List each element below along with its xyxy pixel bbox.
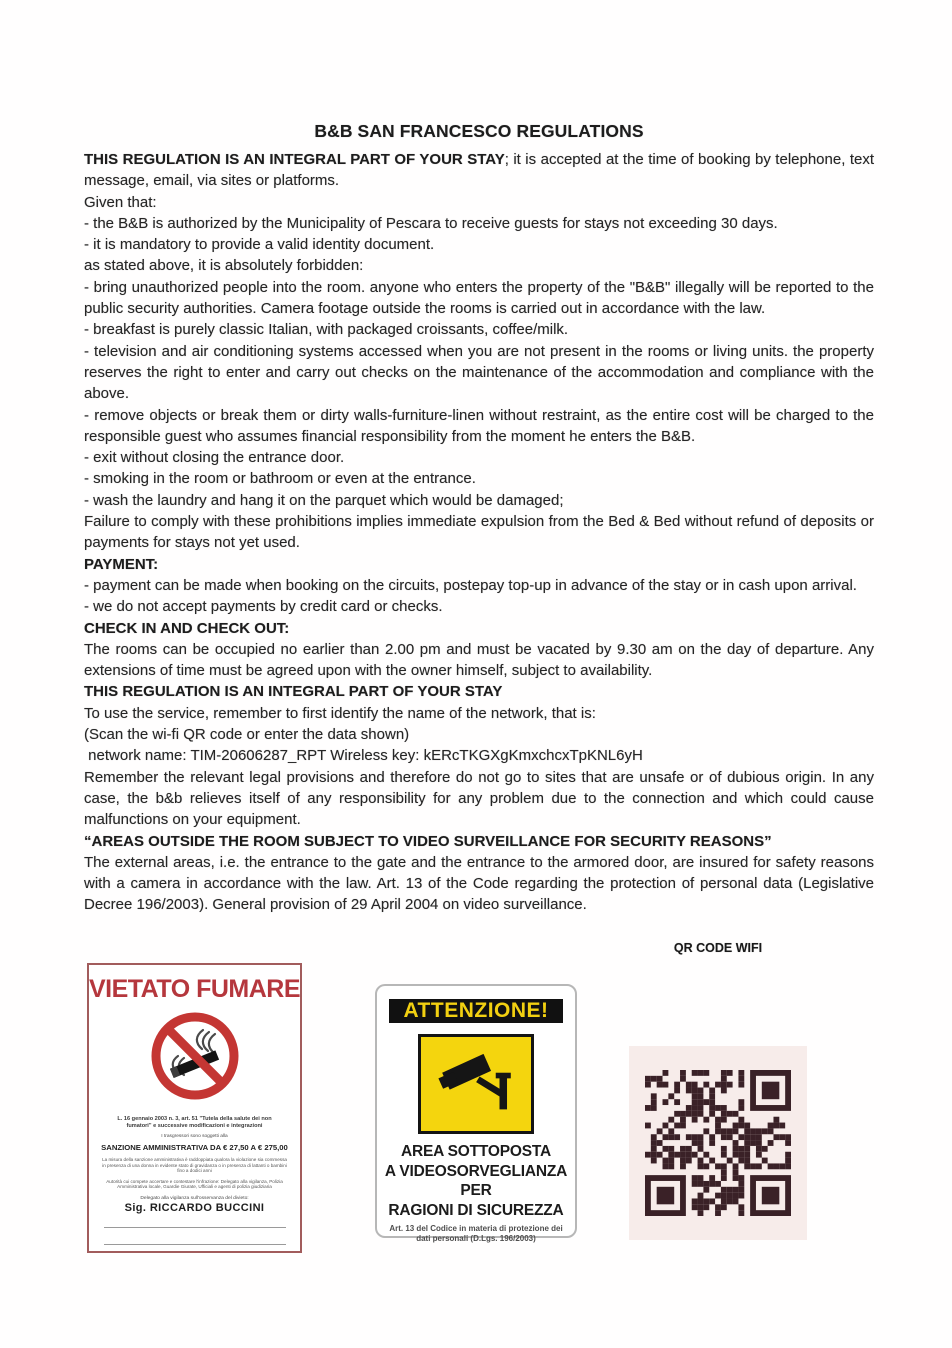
paragraph: - smoking in the room or bathroom or even at the entrance.	[84, 470, 476, 488]
sanction-note-2: Autorità cui compete accertare e contestare l'infrazione: Delegato alla vigilanza, Polizia Amministrativa locale, Guardie Giurate, Ufficiali e agenti di polizia giudiziaria	[106, 1178, 283, 1190]
paragraph: Given that:	[84, 193, 157, 211]
signature-line	[104, 1244, 286, 1245]
paragraph: (Scan the wi-fi QR code or enter the data shown)	[84, 726, 410, 744]
law-reference-text: L. 16 gennaio 2003 n. 3, art. 51 "Tutela della salute dei non fumatori" e successive modificazioni e integrazioni	[117, 1116, 272, 1129]
attention-banner: ATTENZIONE!	[389, 999, 563, 1023]
privacy-code-note: Art. 13 del Codice in materia di protezione dei dati personali (D.Lgs. 196/2003)	[389, 1224, 563, 1243]
paragraph: To use the service, remember to first identify the name of the network, that is:	[84, 704, 596, 722]
no-smoking-sign-title: VIETATO FUMARE	[88, 975, 301, 1003]
wifi-qr-code-icon	[645, 1070, 791, 1216]
paragraph: - payment can be made when booking on the circuits, postepay top-up in advance of the stay or in cash upon arrival.	[84, 576, 857, 594]
paragraph: Failure to comply with these prohibitions implies immediate expulsion from the Bed & Bed without refund of deposits or payments for stays not yet used.	[84, 513, 874, 552]
regulations-document	[84, 121, 874, 916]
cctv-camera-icon	[429, 1037, 523, 1131]
paragraph: - it is mandatory to provide a valid identity document.	[84, 236, 435, 254]
paragraph: The rooms can be occupied no earlier than 2.00 pm and must be vacated by 9.30 am on the day of departure. Any extensions of time must be agreed upon with the owner himself, subject to availability.	[84, 640, 874, 680]
paragraph: - bring unauthorized people into the room. anyone who enters the property of the "B&B" illegally will be reported to the public security authorities. Camera footage outside the rooms is carried out in accordance with the law.	[84, 278, 874, 318]
offenders-subject-line: I trasgressori sono soggetti alla	[161, 1134, 228, 1140]
paragraph: as stated above, it is absolutely forbidden:	[84, 257, 364, 275]
delegate-name: Sig. RICCARDO BUCCINI	[124, 1201, 265, 1214]
surveillance-text	[385, 1142, 567, 1220]
surveillance-text-line: AREA SOTTOPOSTA	[400, 1143, 551, 1160]
paragraph: THIS REGULATION IS AN INTEGRAL PART OF YOUR STAY	[84, 683, 503, 701]
sanction-note-1: La misura della sanzione amministrativa è raddoppiata qualora la violazione sia commessa in presenza di una donna in evidente stato di gravidanza o in presenza di lattanti o bambini fino a dodici anni	[102, 1157, 287, 1174]
paragraph: THIS REGULATION IS AN INTEGRAL PART OF YOUR STAY; it is accepted at the time of booking by telephone, text message, email, via sites or platforms.	[84, 151, 875, 190]
paragraph: PAYMENT:	[84, 555, 159, 573]
paragraph: - television and air conditioning systems accessed when you are not present in the rooms or living units. the property reserves the right to enter and carry out checks on the maintenance of the accommodation and compliance with the above.	[84, 342, 874, 403]
delegate-line: Delegato alla vigilanza sull'osservanza del divieto:	[140, 1195, 249, 1201]
surveillance-text-line: A VIDEOSORVEGLIANZA	[384, 1162, 568, 1180]
paragraph: - wash the laundry and hang it on the parquet which would be damaged;	[84, 491, 564, 509]
cctv-warning-sign	[375, 984, 577, 1243]
paragraph: - the B&B is authorized by the Municipality of Pescara to receive guests for stays not exceeding 30 days.	[84, 214, 778, 232]
paragraph: CHECK IN AND CHECK OUT:	[84, 619, 290, 637]
page-title: B&B SAN FRANCESCO REGULATIONS	[314, 121, 644, 141]
paragraph: The external areas, i.e. the entrance to the gate and the entrance to the armored door, are insured for safety reasons with a camera in accordance with the law. Art. 13 of the Code regarding the protection of personal data (Legislative Decree 196/2003). General provision of 29 April 2004 on video surveillance.	[84, 853, 874, 914]
paragraph: - remove objects or break them or dirty walls-furniture-linen without restraint, as the entire cost will be charged to the responsible guest who assumes financial responsibility from the moment he enters the B&B.	[84, 406, 874, 445]
no-smoking-sign	[87, 963, 302, 1253]
surveillance-text-line: RAGIONI DI SICUREZZA	[388, 1201, 564, 1219]
wifi-qr-block	[629, 1046, 807, 1240]
cctv-camera-pictogram	[418, 1034, 534, 1134]
paragraph: - we do not accept payments by credit card or checks.	[84, 598, 443, 616]
no-smoking-icon	[145, 1006, 245, 1111]
sanction-amount-line: SANZIONE AMMINISTRATIVA DA € 27,50 A € 275,00	[101, 1143, 288, 1153]
paragraph: - breakfast is purely classic Italian, with packaged croissants, coffee/milk.	[84, 321, 569, 339]
paragraph: - exit without closing the entrance door.	[84, 449, 345, 467]
surveillance-text-line: PER	[460, 1182, 492, 1199]
paragraph: Remember the relevant legal provisions and therefore do not go to sites that are unsafe or of dubious origin. In any case, the b&b relieves itself of any responsibility for any problem due to the connection and which could cause malfunctions on your equipment.	[84, 768, 874, 829]
paragraph: “AREAS OUTSIDE THE ROOM SUBJECT TO VIDEO SURVEILLANCE FOR SECURITY REASONS”	[84, 832, 772, 850]
qr-code-wifi-label: QR CODE WIFI	[673, 941, 763, 955]
paragraph: network name: TIM-20606287_RPT Wireless key: kERcTKGXgKmxchcxTpKNL6yH	[84, 747, 643, 765]
signature-line	[104, 1227, 286, 1228]
regulations-body	[84, 149, 874, 916]
